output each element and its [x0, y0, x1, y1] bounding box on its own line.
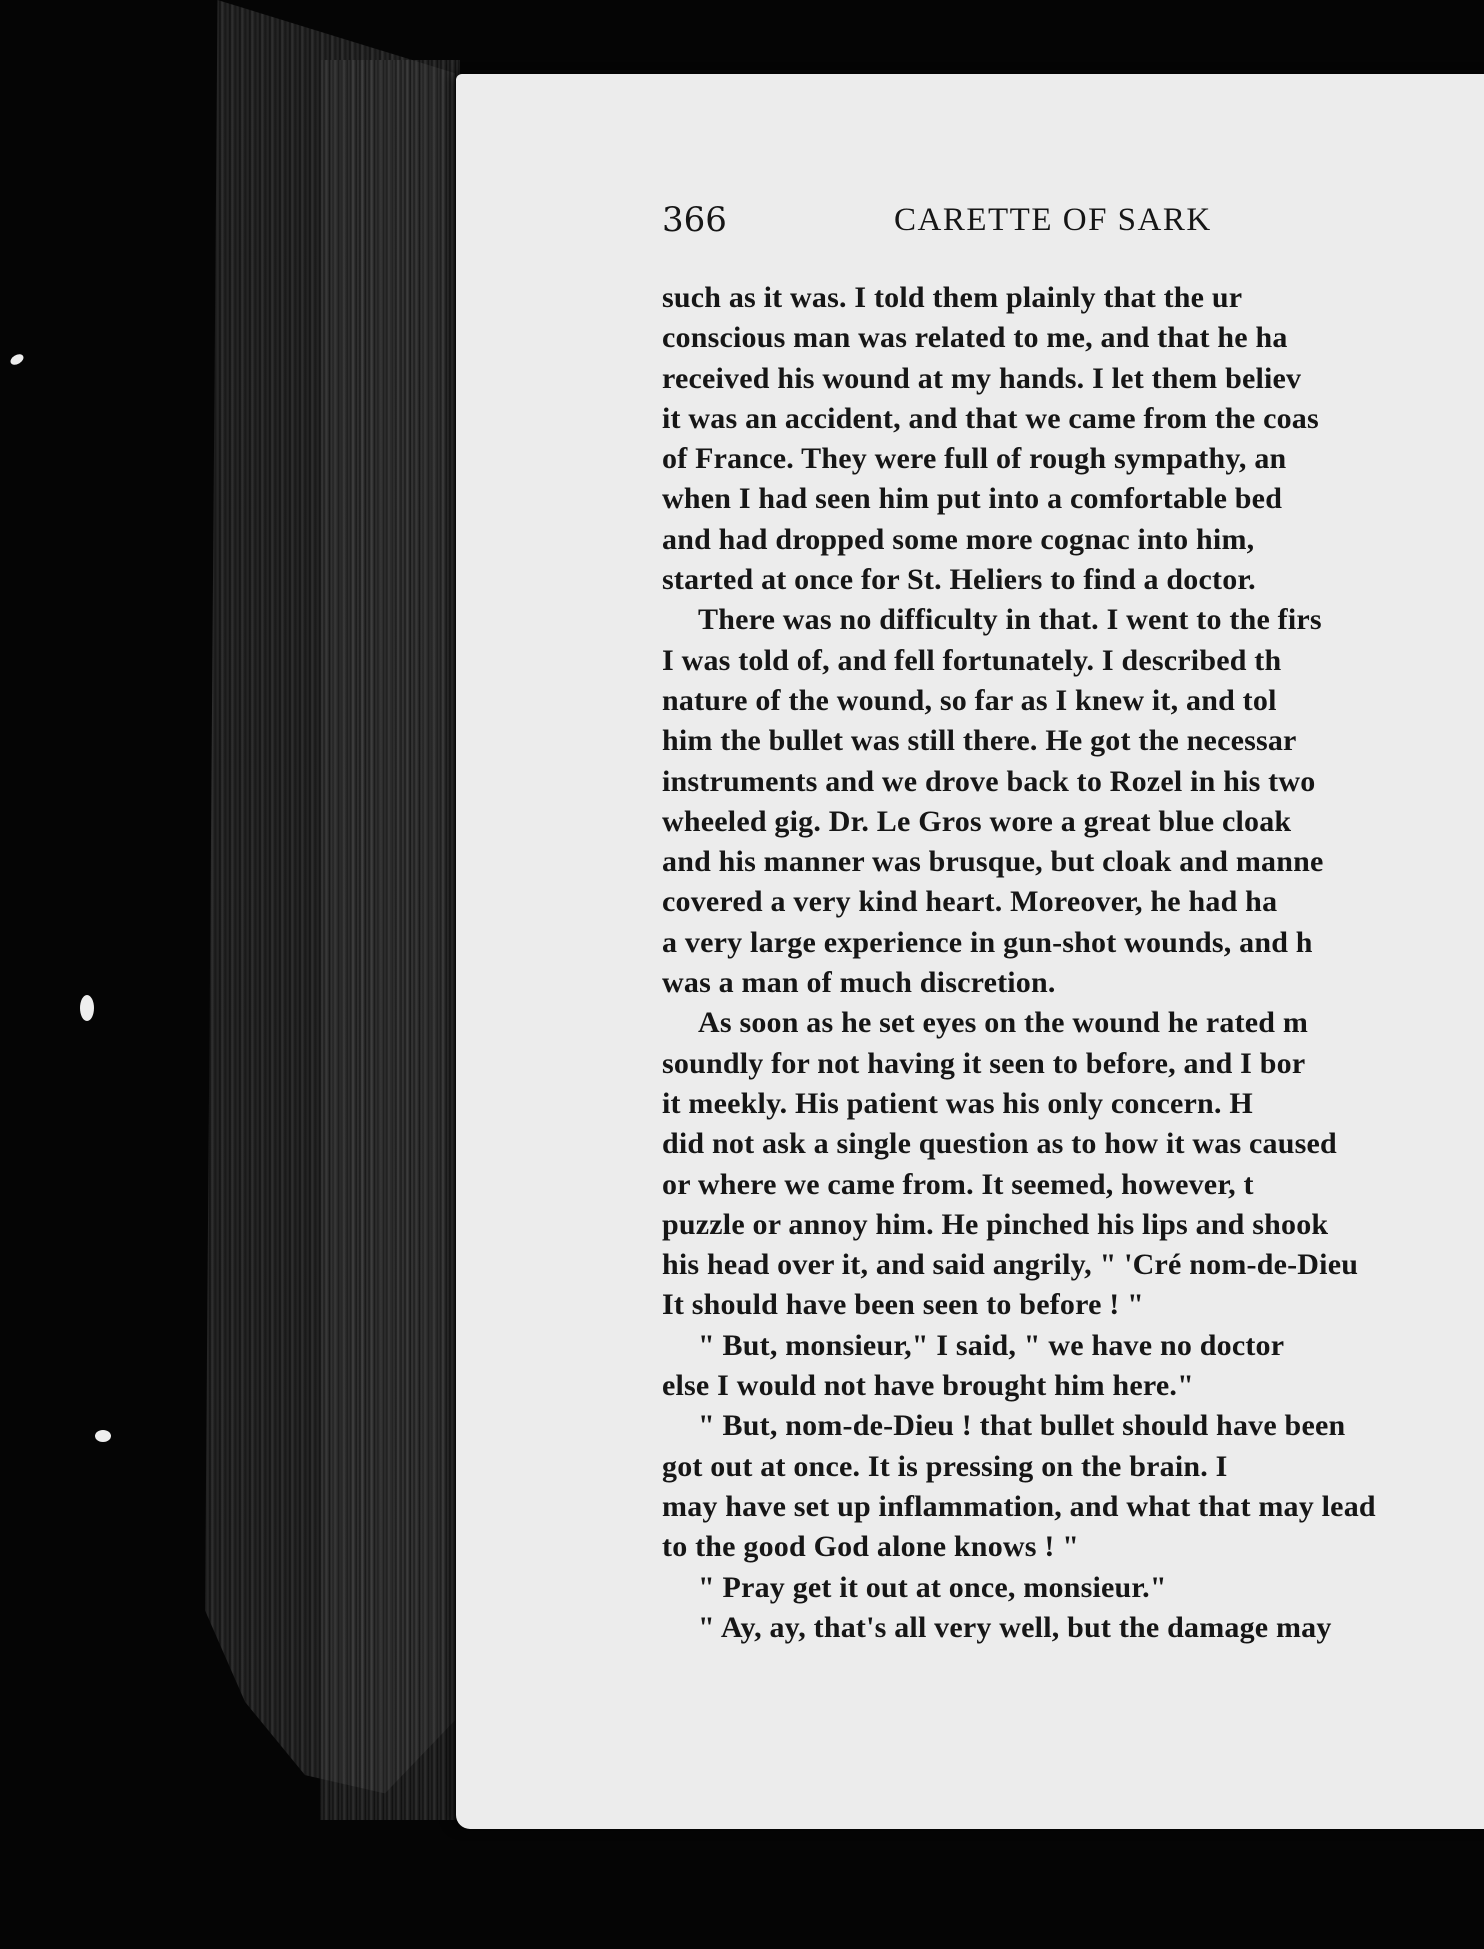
dust-speck	[95, 1430, 111, 1442]
dust-speck	[9, 352, 26, 367]
text-line: or where we came from. It seemed, however, t	[662, 1167, 1254, 1201]
text-line: a very large experience in gun-shot wounds, and h	[662, 925, 1313, 959]
text-line: As soon as he set eyes on the wound he rated m	[698, 1006, 1309, 1040]
text-line: to the good God alone knows ! "	[662, 1530, 1080, 1564]
page-number: 366	[662, 200, 727, 240]
page-edges-shadow	[320, 60, 460, 1820]
text-line: else I would not have brought him here."	[662, 1369, 1194, 1403]
text-line: him the bullet was still there. He got the necessar	[662, 724, 1297, 758]
text-line: It should have been seen to before ! "	[662, 1288, 1145, 1322]
text-line: got out at once. It is pressing on the brain. I	[662, 1449, 1228, 1483]
text-line: and had dropped some more cognac into him,	[662, 522, 1255, 556]
body-text	[662, 278, 1376, 1648]
text-line: did not ask a single question as to how it was caused	[662, 1127, 1337, 1161]
text-line: soundly for not having it seen to before, and I bor	[662, 1046, 1306, 1080]
text-line: I was told of, and fell fortunately. I described th	[662, 643, 1282, 677]
text-line: conscious man was related to me, and that he ha	[662, 321, 1288, 355]
text-line: it meekly. His patient was his only concern. H	[662, 1086, 1253, 1120]
text-line: it was an accident, and that we came from the coas	[662, 401, 1319, 435]
text-line: received his wound at my hands. I let them believ	[662, 361, 1302, 395]
text-line: puzzle or annoy him. He pinched his lips and shook	[662, 1207, 1329, 1241]
running-head: CARETTE OF SARK	[894, 202, 1212, 238]
text-line: " But, nom-de-Dieu ! that bullet should have been	[698, 1409, 1346, 1443]
text-line: such as it was. I told them plainly that the ur	[662, 281, 1243, 314]
text-line: was a man of much discretion.	[662, 966, 1056, 1000]
text-line: instruments and we drove back to Rozel in his two	[662, 764, 1316, 798]
text-line: There was no difficulty in that. I went to the firs	[698, 603, 1322, 637]
text-line: and his manner was brusque, but cloak and manne	[662, 845, 1324, 879]
text-line: " Ay, ay, that's all very well, but the damage may	[698, 1610, 1332, 1644]
text-line: started at once for St. Heliers to find a doctor.	[662, 563, 1256, 597]
text-line: his head over it, and said angrily, " 'Cré nom-de-Dieu	[662, 1248, 1359, 1282]
text-line: " But, monsieur," I said, " we have no doctor	[698, 1328, 1285, 1362]
text-line: when I had seen him put into a comfortable bed	[662, 482, 1283, 516]
text-line: may have set up inflammation, and what that may lead	[662, 1489, 1376, 1523]
text-line: wheeled gig. Dr. Le Gros wore a great blue cloak	[662, 804, 1292, 838]
text-line: nature of the wound, so far as I knew it, and tol	[662, 683, 1277, 717]
text-line: " Pray get it out at once, monsieur."	[698, 1570, 1167, 1604]
text-line: of France. They were full of rough sympathy, an	[662, 442, 1287, 476]
text-line: covered a very kind heart. Moreover, he had ha	[662, 885, 1278, 919]
dust-speck	[80, 995, 94, 1021]
